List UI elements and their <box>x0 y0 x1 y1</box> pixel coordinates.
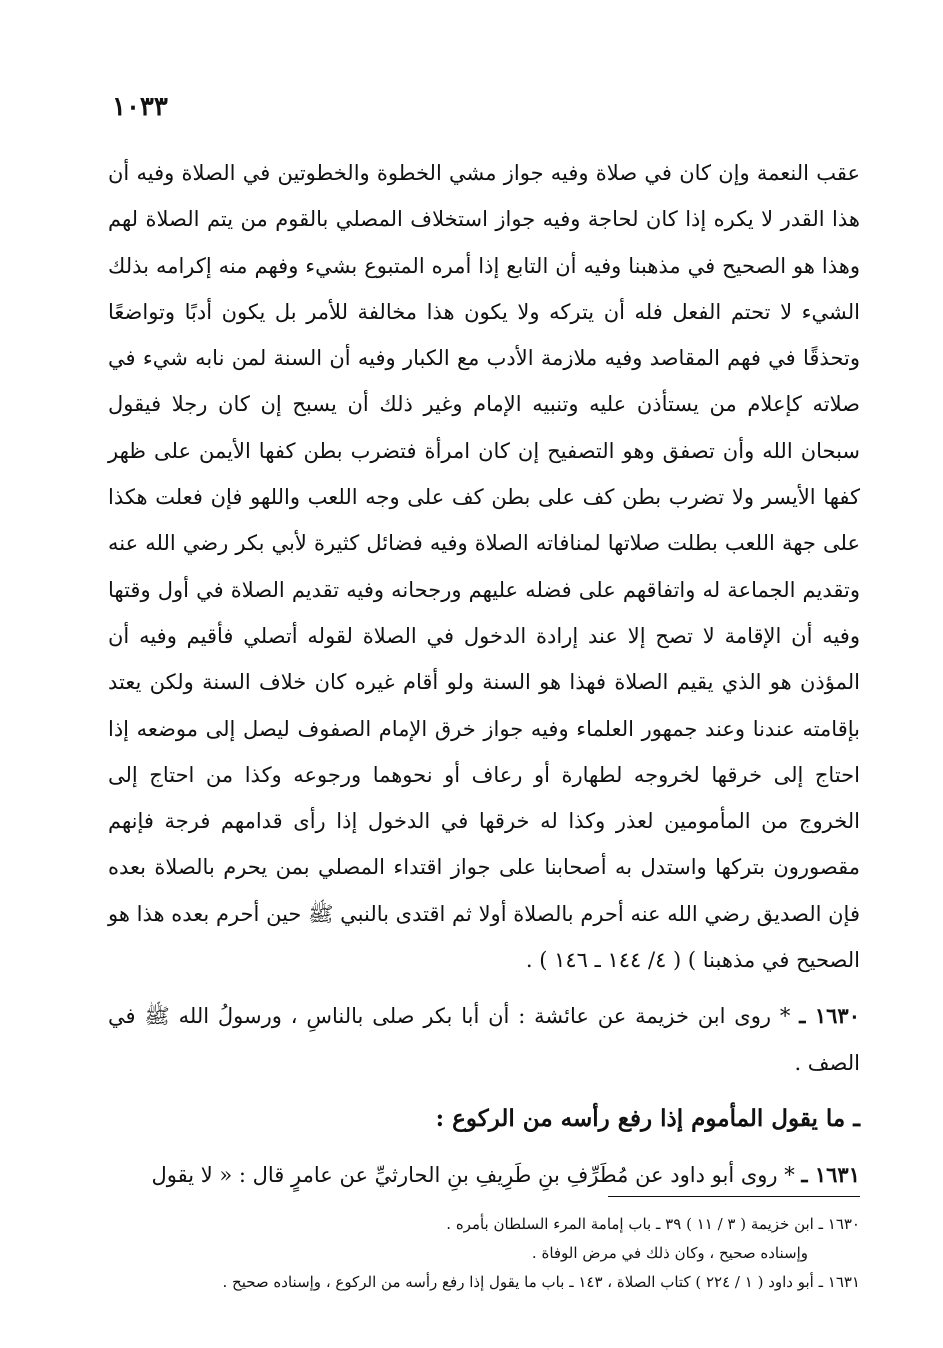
commentary-paragraph: عقب النعمة وإن كان في صلاة وفيه جواز مشي الخطوة والخطوتين في الصلاة وفيه أن هذا القدر لا يكره إذا كان لحاجة وفيه جواز استخلاف المصلي بالقوم من يتم الصلاة لهم وهذا هو الصحيح في مذهبنا وفيه أن التابع إذا أمره المتبوع بشيء وفهم منه إكرامه بذلك الشيء لا تحتم الفعل فله أن يتركه ولا يكون هذا مخالفة للأمر بل يكون أدبًا وتواضعًا وتحذقًا في فهم المقاصد وفيه ملازمة الأدب مع الكبار وفيه أن السنة لمن نابه شيء في صلاته كإعلام من يستأذن عليه وتنبيه الإمام وغير ذلك أن يسبح إن كان رجلا فيقول سبحان الله وأن تصفق وهو التصفيح إن كان امرأة فتضرب بطن كفها الأيمن على ظهر كفها الأيسر ولا تضرب بطن كف على بطن كف على وجه اللعب واللهو فإن فعلت هكذا على جهة اللعب بطلت صلاتها لمنافاته الصلاة وفيه فضائل كثيرة لأبي بكر رضي الله عنه وتقديم الجماعة له واتفاقهم على فضله عليهم ورجحانه وفيه تقديم الصلاة في أول وقتها وفيه أن الإقامة لا تصح إلا عند إرادة الدخول في الصلاة لقوله أتصلي فأقيم وفيه أن المؤذن هو الذي يقيم الصلاة فهذا هو السنة ولو أقام غيره كان خلاف السنة ولكن يعتد بإقامته عندنا وعند جمهور العلماء وفيه جواز خرق الإمام الصفوف ليصل إلى موضعه إذا احتاج إلى خرقها لخروجه لطهارة أو رعاف أو نحوهما ورجوعه وكذا من احتاج إلى الخروج من المأمومين لعذر وكذا له خرقها في الدخول إذا رأى قدامهم فرجة فإنهم مقصورون بتركها واستدل به أصحابنا على جواز اقتداء المصلي بمن يحرم بالصلاة بعده فإن الصديق رضي الله عنه أحرم بالصلاة أولا ثم اقتدى بالنبي ﷺ حين أحرم بعده هذا هو الصحيح في مذهبنا ) ( ٤/ ١٤٤ ـ ١٤٦ ) . <box>108 161 860 973</box>
footnote-1631: ١٦٣١ ـ أبو داود ( ١ / ٢٢٤ ) كتاب الصلاة ، ١٤٣ ـ باب ما يقول إذا رفع رأسه من الركوع ، وإسناده صحيح . <box>222 1273 860 1291</box>
footnote-1630-continuation: وإسناده صحيح ، وكان ذلك في مرض الوفاة . <box>531 1244 808 1262</box>
main-text <box>108 150 860 1199</box>
section-heading: ـ ما يقول المأموم إذا رفع رأسه من الركوع : <box>435 1104 860 1132</box>
hadith-text: * روى أبو داود عن مُطَرِّفِ بنِ طَرِيفِ بنِ الحارثيِّ عن عامرٍ قال : « لا يقول <box>151 1163 795 1188</box>
hadith-text: * روى ابن خزيمة عن عائشة : أن أبا بكر صلى بالناسِ ، ورسولُ الله ﷺ في الصف . <box>108 1004 860 1075</box>
hadith-number: ١٦٣١ ـ <box>801 1162 860 1188</box>
page-number: ١٠٣٣ <box>112 92 168 122</box>
hadith-number: ١٦٣٠ ـ <box>799 1003 860 1029</box>
footnote-1630: ١٦٣٠ ـ ابن خزيمة ( ٣ / ١١ ) ٣٩ ـ باب إمامة المرء السلطان بأمره . <box>446 1215 860 1233</box>
footnotes <box>108 1210 860 1297</box>
hadith-1630 <box>108 993 860 1086</box>
hadith-1631 <box>108 1152 860 1198</box>
footnote-divider <box>608 1196 860 1197</box>
